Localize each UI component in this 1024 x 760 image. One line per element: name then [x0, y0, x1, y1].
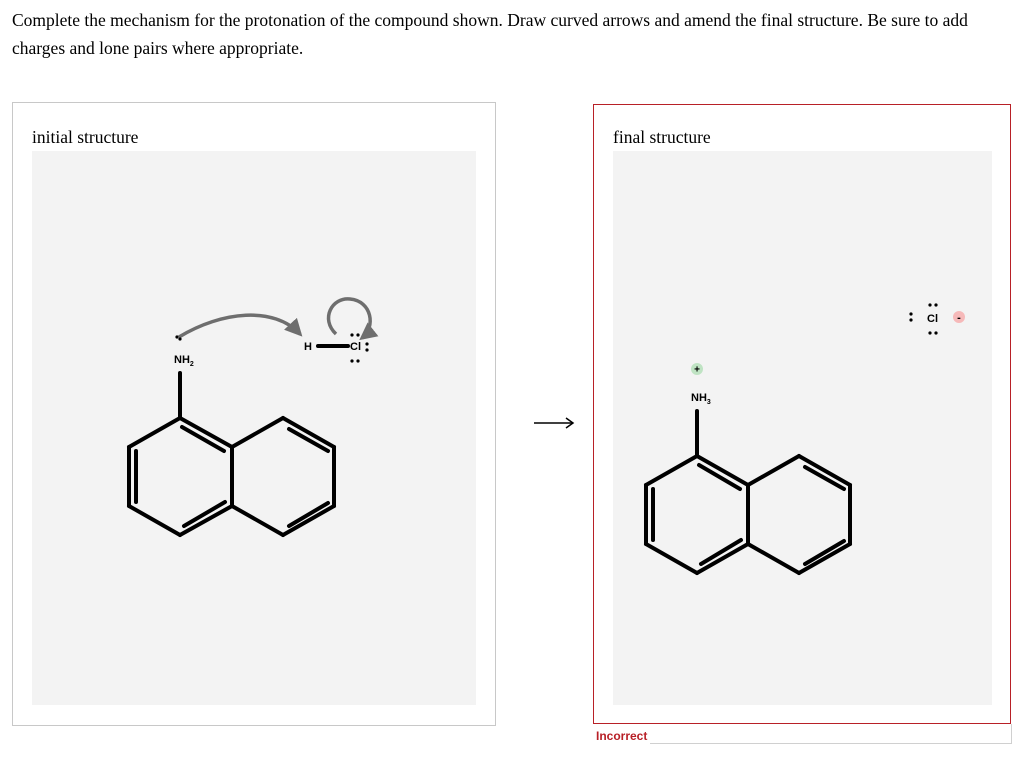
right-arrow-icon [533, 413, 575, 433]
initial-drawing-canvas[interactable] [32, 151, 476, 705]
question-prompt: Complete the mechanism for the protonation of the compound shown. Draw curved arrows and amend the final structure. Be sure to add charges and lone pairs where appropriate. [12, 10, 968, 58]
final-structure-panel [593, 104, 1011, 724]
initial-structure-panel [12, 102, 496, 726]
amine-label[interactable]: $NH_2$ [174, 354, 194, 368]
status-divider [650, 743, 1012, 744]
ammonium-label[interactable]: $NH_3$ [691, 392, 711, 406]
final-drawing-canvas[interactable] [613, 151, 992, 705]
final-structure-label: final structure [613, 127, 711, 147]
chloride-label[interactable]: Cl [927, 313, 938, 325]
positive-charge-sign: + [694, 364, 700, 376]
final-molecule-drawing [613, 151, 992, 705]
curved-arrow-icon[interactable] [179, 315, 300, 337]
naphthalene-skeleton [129, 373, 334, 535]
incorrect-status: Incorrect [596, 729, 648, 743]
naphthalene-skeleton [646, 411, 850, 573]
initial-structure-label: initial structure [32, 127, 139, 147]
status-divider-side [1011, 724, 1012, 744]
initial-molecule-drawing [32, 151, 476, 705]
curved-arrow-icon[interactable] [329, 299, 371, 338]
hydrogen-label[interactable]: H [304, 341, 312, 353]
chlorine-label[interactable]: Cl [350, 341, 361, 353]
negative-charge-sign: - [957, 312, 961, 324]
